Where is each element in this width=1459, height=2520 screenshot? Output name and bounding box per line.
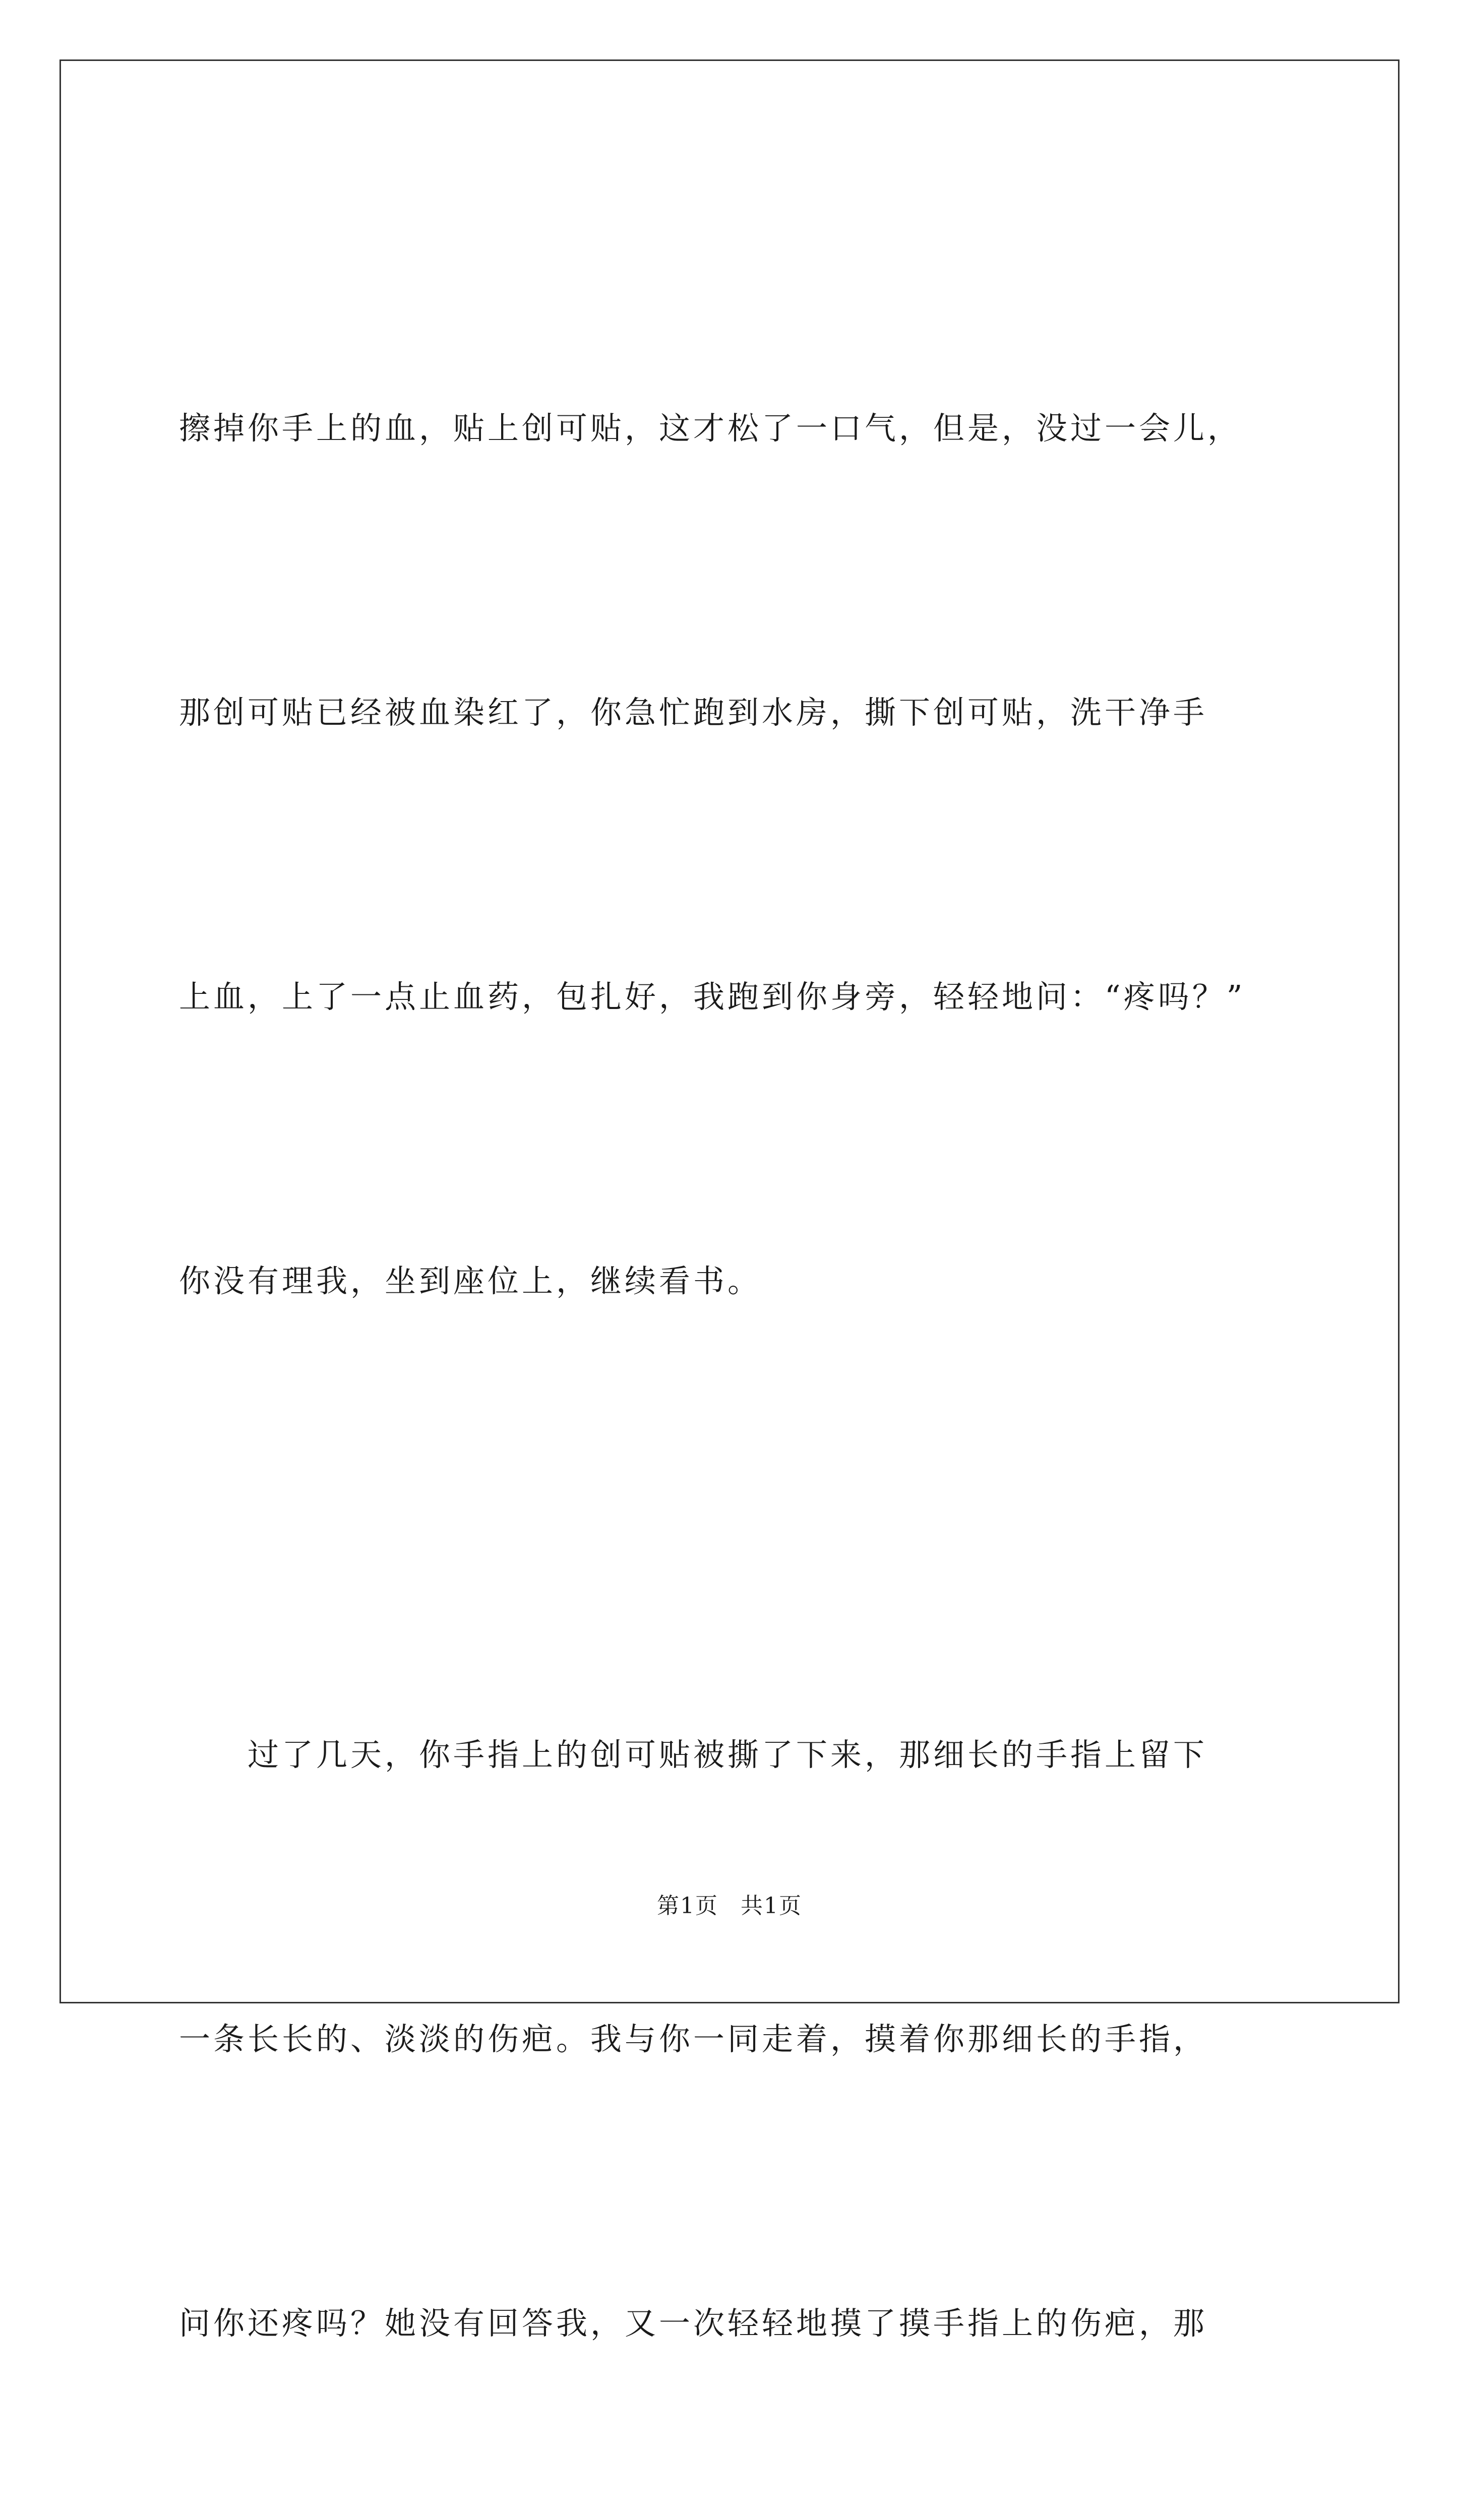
text-line: 过了几天，你手指上的创可贴被撕了下来，那细长的手指上留下 — [179, 1736, 1208, 1773]
text-line: 你没有理我，坐到座位上，继续看书。 — [179, 1263, 762, 1299]
text-line: 擦掉你手上的血，贴上创可贴，这才松了一口气，但是，没过一会儿， — [179, 410, 1242, 447]
paragraph-1 — [179, 192, 1298, 1518]
page-footer — [0, 1887, 1459, 1920]
paragraph-2 — [179, 1518, 1298, 2520]
text-line: 问你还疼吗？她没有回答我，又一次轻轻地摸了摸手指上的伤疤，那 — [179, 2305, 1208, 2342]
page-total: 共1页 — [741, 1893, 802, 1919]
text-line: 一条长长的、淡淡的伤疤。我与你一同走着，摸着你那细长的手指， — [179, 2021, 1208, 2057]
text-line: 那创可贴已经被血染红了，你急忙跑到水房，撕下创可贴，洗干净手 — [179, 694, 1208, 731]
document-body — [179, 192, 1298, 2520]
page-number: 第1页 — [657, 1893, 718, 1919]
text-line: 上血，上了一点止血药，包扎好，我跑到你身旁，轻轻地问：“疼吗？” — [179, 978, 1246, 1015]
